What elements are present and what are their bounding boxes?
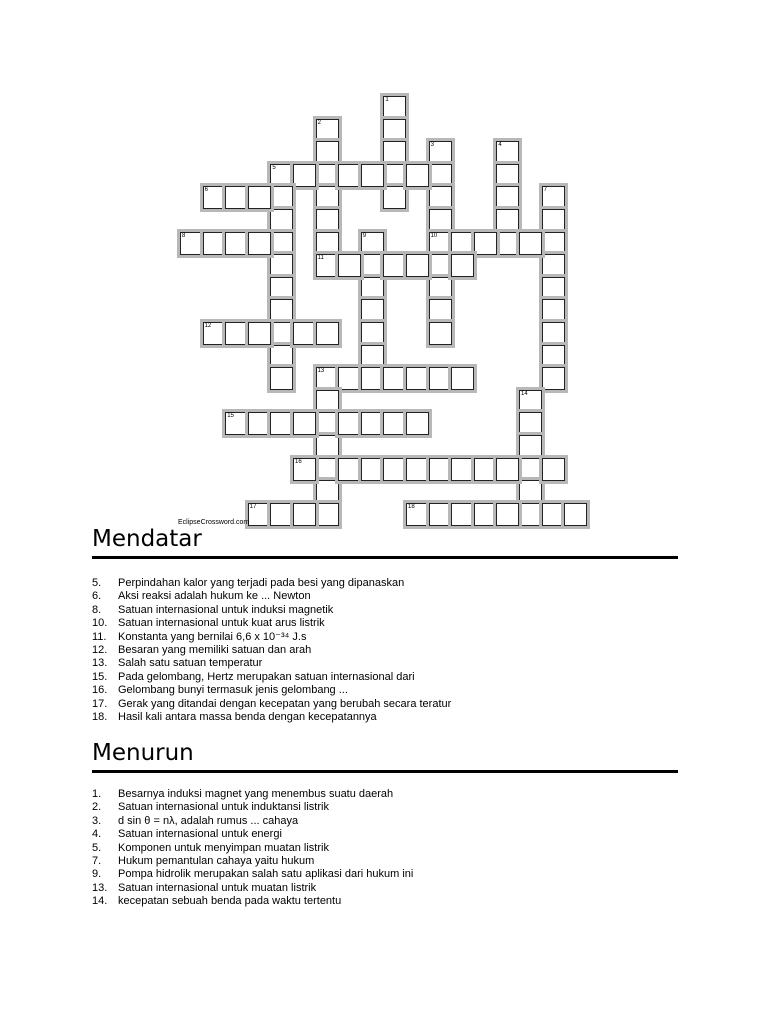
clue-number-label: 12 <box>204 323 212 329</box>
grid-cell[interactable] <box>474 503 497 526</box>
grid-cell[interactable] <box>429 232 452 255</box>
clue-number-label: 11 <box>317 255 324 262</box>
clue-number: 16. <box>92 684 108 697</box>
grid-cell[interactable] <box>270 232 293 255</box>
clue-number: 2. <box>92 801 102 814</box>
grid-cell[interactable] <box>225 186 248 209</box>
grid-cell[interactable] <box>316 435 339 458</box>
clue-number-label: 1 <box>385 97 389 103</box>
grid-cell[interactable] <box>203 322 226 345</box>
grid-cell[interactable] <box>564 503 587 526</box>
grid-cell[interactable] <box>542 232 565 255</box>
grid-cell[interactable] <box>519 458 542 481</box>
grid-cell[interactable] <box>496 186 519 209</box>
clue-number: 11. <box>92 630 107 643</box>
clue-number-label: 6 <box>204 187 208 194</box>
grid-cell[interactable] <box>316 119 339 142</box>
grid-cell[interactable] <box>496 458 519 481</box>
grid-cell[interactable] <box>270 254 293 277</box>
grid-cell[interactable] <box>316 412 339 435</box>
grid-cell[interactable] <box>496 503 519 526</box>
clue-number-label: 8 <box>182 232 186 239</box>
grid-cell[interactable] <box>429 277 452 300</box>
grid-cell[interactable] <box>248 186 271 209</box>
grid-cell[interactable] <box>542 345 565 368</box>
across-clue <box>92 644 451 657</box>
down-clue <box>92 855 413 868</box>
grid-cell[interactable] <box>316 232 339 255</box>
clue-number-label: 13 <box>317 368 325 375</box>
clue-text: Satuan internasional untuk energi <box>118 828 282 841</box>
across-clue <box>92 617 451 630</box>
clue-text: Satuan internasional untuk kuat arus listrik <box>118 617 325 630</box>
clue-number-label: 3 <box>430 142 434 149</box>
grid-cell[interactable] <box>383 367 406 390</box>
grid-cell[interactable] <box>270 412 293 435</box>
grid-cell[interactable] <box>248 232 271 255</box>
clue-text: kecepatan sebuah benda pada waktu tertentu <box>118 895 342 908</box>
grid-cell[interactable] <box>361 367 384 390</box>
clue-text: Gelombang bunyi termasuk jenis gelombang ... <box>118 684 348 697</box>
grid-cell[interactable] <box>429 209 452 232</box>
grid-cell[interactable] <box>270 186 293 209</box>
grid-cell[interactable] <box>429 299 452 322</box>
clue-number: 5. <box>92 841 102 854</box>
grid-cell[interactable] <box>496 232 519 255</box>
clue-number: 13. <box>92 657 108 670</box>
grid-cell[interactable] <box>270 345 293 368</box>
grid-cell[interactable] <box>270 209 293 232</box>
clue-number: 5. <box>92 577 102 589</box>
clue-text: d sin θ = nλ, adalah rumus ... cahaya <box>118 814 299 827</box>
grid-cell[interactable] <box>406 503 429 526</box>
grid-cell[interactable] <box>429 186 452 209</box>
grid-cell[interactable] <box>248 503 271 526</box>
grid-cell[interactable] <box>542 458 565 481</box>
grid-cell[interactable] <box>383 186 406 209</box>
grid-cell[interactable] <box>383 254 406 277</box>
grid-cell[interactable] <box>474 458 497 481</box>
clue-text: Salah satu satuan temperatur <box>118 657 263 670</box>
grid-cell[interactable] <box>429 322 452 345</box>
clue-text: Pada gelombang, Hertz merupakan satuan internasional dari <box>118 670 415 683</box>
down-divider <box>92 770 678 773</box>
grid-cell[interactable] <box>316 254 339 277</box>
grid-cell[interactable] <box>361 345 384 368</box>
grid-cell[interactable] <box>316 141 339 164</box>
clue-number-label: 17 <box>249 503 257 510</box>
grid-cell[interactable] <box>225 322 248 345</box>
clue-number-label: 15 <box>227 413 234 420</box>
grid-cell[interactable] <box>519 390 542 413</box>
grid-cell[interactable] <box>451 458 474 481</box>
clue-number-label: 18 <box>408 503 415 510</box>
grid-cell[interactable] <box>383 458 406 481</box>
grid-cell[interactable] <box>429 254 452 277</box>
grid-cell[interactable] <box>361 232 384 255</box>
eclipse-credit: EclipseCrossword.com <box>178 519 250 526</box>
down-clue <box>92 895 413 908</box>
down-clue <box>92 842 413 855</box>
down-clue <box>92 828 413 841</box>
grid-cell[interactable] <box>316 367 339 390</box>
grid-cell[interactable] <box>225 412 248 435</box>
grid-cell[interactable] <box>338 254 361 277</box>
grid-cell[interactable] <box>293 322 316 345</box>
down-clue-list <box>92 788 413 909</box>
grid-cell[interactable] <box>180 232 203 255</box>
grid-cell[interactable] <box>270 277 293 300</box>
clue-number-label: 5 <box>272 164 276 171</box>
grid-cell[interactable] <box>361 254 384 277</box>
grid-cell[interactable] <box>542 367 565 390</box>
grid-cell[interactable] <box>270 164 293 187</box>
grid-cell[interactable] <box>429 141 452 164</box>
across-clue <box>92 590 451 603</box>
across-clue <box>92 577 451 590</box>
clue-number: 9. <box>92 868 102 881</box>
clue-text: Aksi reaksi adalah hukum ke ... Newton <box>118 590 311 603</box>
down-clue <box>92 788 413 801</box>
grid-cell[interactable] <box>519 503 542 526</box>
clue-text: Hasil kali antara massa benda dengan kecepatannya <box>118 711 377 724</box>
grid-cell[interactable] <box>316 209 339 232</box>
grid-cell[interactable] <box>406 458 429 481</box>
grid-cell[interactable] <box>542 209 565 232</box>
clue-text: Besaran yang memiliki satuan dan arah <box>118 644 312 657</box>
clue-text: Hukum pemantulan cahaya yaitu hukum <box>118 855 315 868</box>
grid-cell[interactable] <box>338 412 361 435</box>
clue-number: 3. <box>92 814 102 827</box>
grid-cell[interactable] <box>293 503 316 526</box>
grid-cell[interactable] <box>474 232 497 255</box>
grid-cell[interactable] <box>383 164 406 187</box>
clue-number: 13. <box>92 881 108 894</box>
grid-cell[interactable] <box>361 322 384 345</box>
grid-cell[interactable] <box>203 232 226 255</box>
grid-cell[interactable] <box>383 141 406 164</box>
grid-cell[interactable] <box>270 299 293 322</box>
grid-cell[interactable] <box>429 367 452 390</box>
across-clue <box>92 684 451 697</box>
grid-cell[interactable] <box>225 232 248 255</box>
clue-number-label: 7 <box>543 187 547 194</box>
grid-cell[interactable] <box>248 412 271 435</box>
down-clue <box>92 882 413 895</box>
grid-cell[interactable] <box>361 164 384 187</box>
clue-number: 6. <box>92 590 102 603</box>
grid-cell[interactable] <box>542 503 565 526</box>
grid-cell[interactable] <box>496 209 519 232</box>
across-clue <box>92 711 451 724</box>
across-clue <box>92 657 451 670</box>
grid-cell[interactable] <box>406 412 429 435</box>
grid-cell[interactable] <box>293 458 316 481</box>
down-clue <box>92 868 413 881</box>
grid-cell[interactable] <box>270 503 293 526</box>
grid-cell[interactable] <box>406 164 429 187</box>
clue-number: 7. <box>92 855 102 868</box>
clue-number-label: 2 <box>317 119 321 126</box>
grid-cell[interactable] <box>519 412 542 435</box>
grid-cell[interactable] <box>316 480 339 503</box>
grid-cell[interactable] <box>316 322 339 345</box>
across-heading: Mendatar <box>92 526 202 552</box>
clue-number-label: 14 <box>521 390 528 397</box>
grid-cell[interactable] <box>361 277 384 300</box>
clue-text: Gerak yang ditandai dengan kecepatan yang berubah secara teratur <box>118 697 452 710</box>
grid-cell[interactable] <box>542 186 565 209</box>
grid-cell[interactable] <box>519 435 542 458</box>
grid-cell[interactable] <box>406 254 429 277</box>
grid-cell[interactable] <box>316 390 339 413</box>
across-clue <box>92 671 451 684</box>
grid-cell[interactable] <box>542 322 565 345</box>
across-clue <box>92 698 451 711</box>
grid-cell[interactable] <box>383 96 406 119</box>
clue-number: 12. <box>92 644 108 657</box>
down-clue <box>92 815 413 828</box>
grid-cell[interactable] <box>293 412 316 435</box>
grid-cell[interactable] <box>383 119 406 142</box>
grid-cell[interactable] <box>519 480 542 503</box>
down-heading: Menurun <box>92 740 194 766</box>
grid-cell[interactable] <box>451 254 474 277</box>
clue-text: Pompa hidrolik merupakan salah satu aplikasi dari hukum ini <box>118 868 414 881</box>
clue-number: 10. <box>92 617 108 630</box>
clue-number: 17. <box>92 697 108 710</box>
clue-text: Besarnya induksi magnet yang menembus suatu daerah <box>118 788 394 800</box>
grid-cell[interactable] <box>542 299 565 322</box>
clue-text: Satuan internasional untuk induktansi listrik <box>118 801 329 814</box>
grid-cell[interactable] <box>542 254 565 277</box>
clue-text: Satuan internasional untuk induksi magnetik <box>118 603 334 616</box>
grid-cell[interactable] <box>361 412 384 435</box>
clue-number: 14. <box>92 895 108 908</box>
clue-number: 8. <box>92 603 102 616</box>
grid-cell[interactable] <box>338 164 361 187</box>
clue-number: 1. <box>92 788 102 800</box>
grid-cell[interactable] <box>248 322 271 345</box>
clue-number: 15. <box>92 670 108 683</box>
grid-cell[interactable] <box>316 186 339 209</box>
grid-cell[interactable] <box>451 232 474 255</box>
grid-cell[interactable] <box>429 164 452 187</box>
grid-cell[interactable] <box>361 299 384 322</box>
grid-cell[interactable] <box>338 367 361 390</box>
clue-number: 18. <box>92 711 108 724</box>
grid-cell[interactable] <box>293 164 316 187</box>
grid-cell[interactable] <box>270 322 293 345</box>
across-divider <box>92 556 678 559</box>
grid-cell[interactable] <box>406 367 429 390</box>
grid-cell[interactable] <box>429 458 452 481</box>
grid-cell[interactable] <box>338 458 361 481</box>
grid-cell[interactable] <box>496 141 519 164</box>
grid-cell[interactable] <box>429 503 452 526</box>
grid-cell[interactable] <box>451 367 474 390</box>
clue-text: Konstanta yang bernilai 6,6 x 10⁻³⁴ J.s <box>118 630 307 643</box>
grid-cell[interactable] <box>316 458 339 481</box>
grid-cell[interactable] <box>361 458 384 481</box>
clue-number: 4. <box>92 828 102 841</box>
clue-number-label: 10 <box>430 232 438 239</box>
grid-cell[interactable] <box>270 367 293 390</box>
clue-text: Komponen untuk menyimpan muatan listrik <box>118 841 329 854</box>
across-clue <box>92 604 451 617</box>
grid-cell[interactable] <box>316 503 339 526</box>
grid-cell[interactable] <box>316 164 339 187</box>
grid-cell[interactable] <box>542 277 565 300</box>
grid-cell[interactable] <box>383 412 406 435</box>
grid-cell[interactable] <box>203 186 226 209</box>
clue-number-label: 4 <box>498 142 502 149</box>
across-clue <box>92 631 451 644</box>
across-clue-list <box>92 577 451 724</box>
clue-text: Perpindahan kalor yang terjadi pada besi yang dipanaskan <box>118 577 405 589</box>
grid-cell[interactable] <box>519 232 542 255</box>
clue-text: Satuan internasional untuk muatan listrik <box>118 881 317 894</box>
clue-number-label: 16 <box>295 458 302 465</box>
clue-number-label: 9 <box>362 232 367 239</box>
grid-cell[interactable] <box>451 503 474 526</box>
down-clue <box>92 801 413 814</box>
grid-cell[interactable] <box>496 164 519 187</box>
